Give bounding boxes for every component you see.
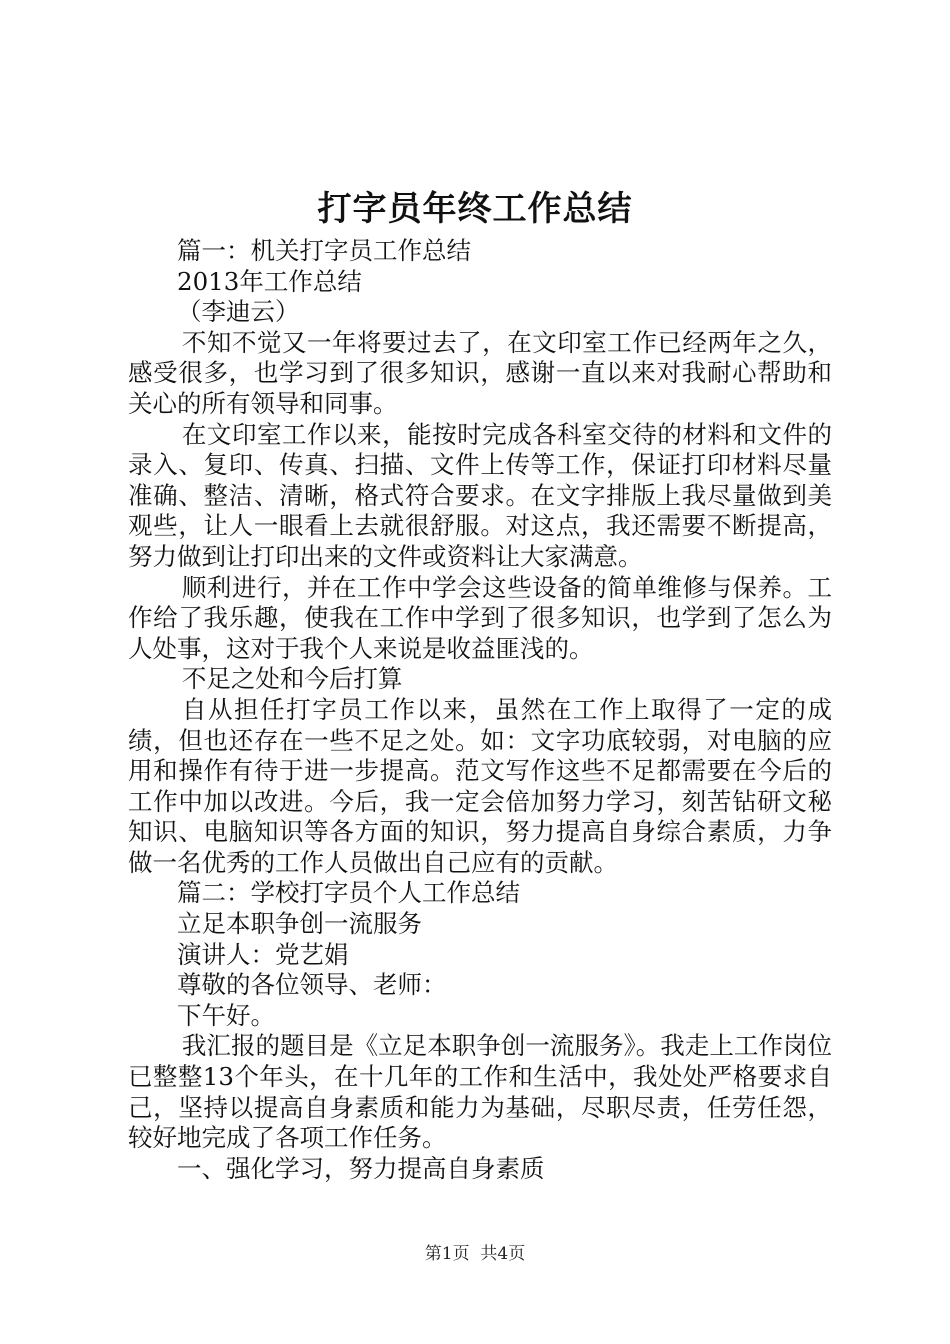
- paragraph: （李迪云）: [177, 297, 300, 327]
- paragraph: 自从担任打字员工作以来，虽然在工作上取得了一定的成绩，但也还存在一些不足之处。如：文字功底较弱，对电脑的应用和操作有待于进一步提高。范文写作这些不足都需要在今后的工作中加以改进。今后，我一定会倍加努力学习，刻苦钻研文秘知识、电脑知识等各方面的知识，努力提高自身综合素质，力争做一名优秀的工作人员做出自己应有的贡献。: [128, 694, 832, 877]
- paragraph: 下午好。: [177, 1000, 275, 1030]
- paragraph: 尊敬的各位领导、老师：: [177, 970, 447, 1000]
- paragraph: 篇二：学校打字员个人工作总结: [177, 878, 520, 908]
- paragraph: 一、强化学习，努力提高自身素质: [177, 1153, 545, 1183]
- footer-separator: [470, 1244, 481, 1264]
- paragraph: 2013年工作总结: [177, 266, 362, 296]
- page-footer: [0, 1242, 950, 1266]
- document-title: 打字员年终工作总结: [317, 189, 633, 229]
- document-body: [128, 236, 832, 1184]
- page-total: 共4页: [480, 1244, 526, 1264]
- page-number: 第1页: [424, 1244, 470, 1264]
- paragraph: 顺利进行，并在工作中学会这些设备的简单维修与保养。工作给了我乐趣，使我在工作中学到了很多知识，也学到了怎么为人处事，这对于我个人来说是收益匪浅的。: [128, 572, 832, 663]
- paragraph: 篇一：机关打字员工作总结: [177, 236, 471, 265]
- paragraph: 在文印室工作以来，能按时完成各科室交待的材料和文件的录入、复印、传真、扫描、文件上传等工作，保证打印材料尽量准确、整洁、清晰，格式符合要求。在文字排版上我尽量做到美观些，让人一眼看上去就很舒服。对这点，我还需要不断提高，努力做到让打印出来的文件或资料让大家满意。: [128, 419, 832, 571]
- paragraph: 不知不觉又一年将要过去了，在文印室工作已经两年之久，感受很多，也学习到了很多知识，感谢一直以来对我耐心帮助和关心的所有领导和同事。: [128, 327, 832, 418]
- paragraph: 不足之处和今后打算: [181, 664, 403, 694]
- paragraph: 我汇报的题目是《立足本职争创一流服务》。我走上工作岗位已整整13个年头，在十几年的工作和生活中，我处处严格要求自己，坚持以提高自身素质和能力为基础，尽职尽责，任劳任怨，较好地完成了各项工作任务。: [128, 1031, 832, 1153]
- paragraph: 演讲人：党艺娟: [177, 939, 349, 969]
- paragraph: 立足本职争创一流服务: [177, 909, 422, 939]
